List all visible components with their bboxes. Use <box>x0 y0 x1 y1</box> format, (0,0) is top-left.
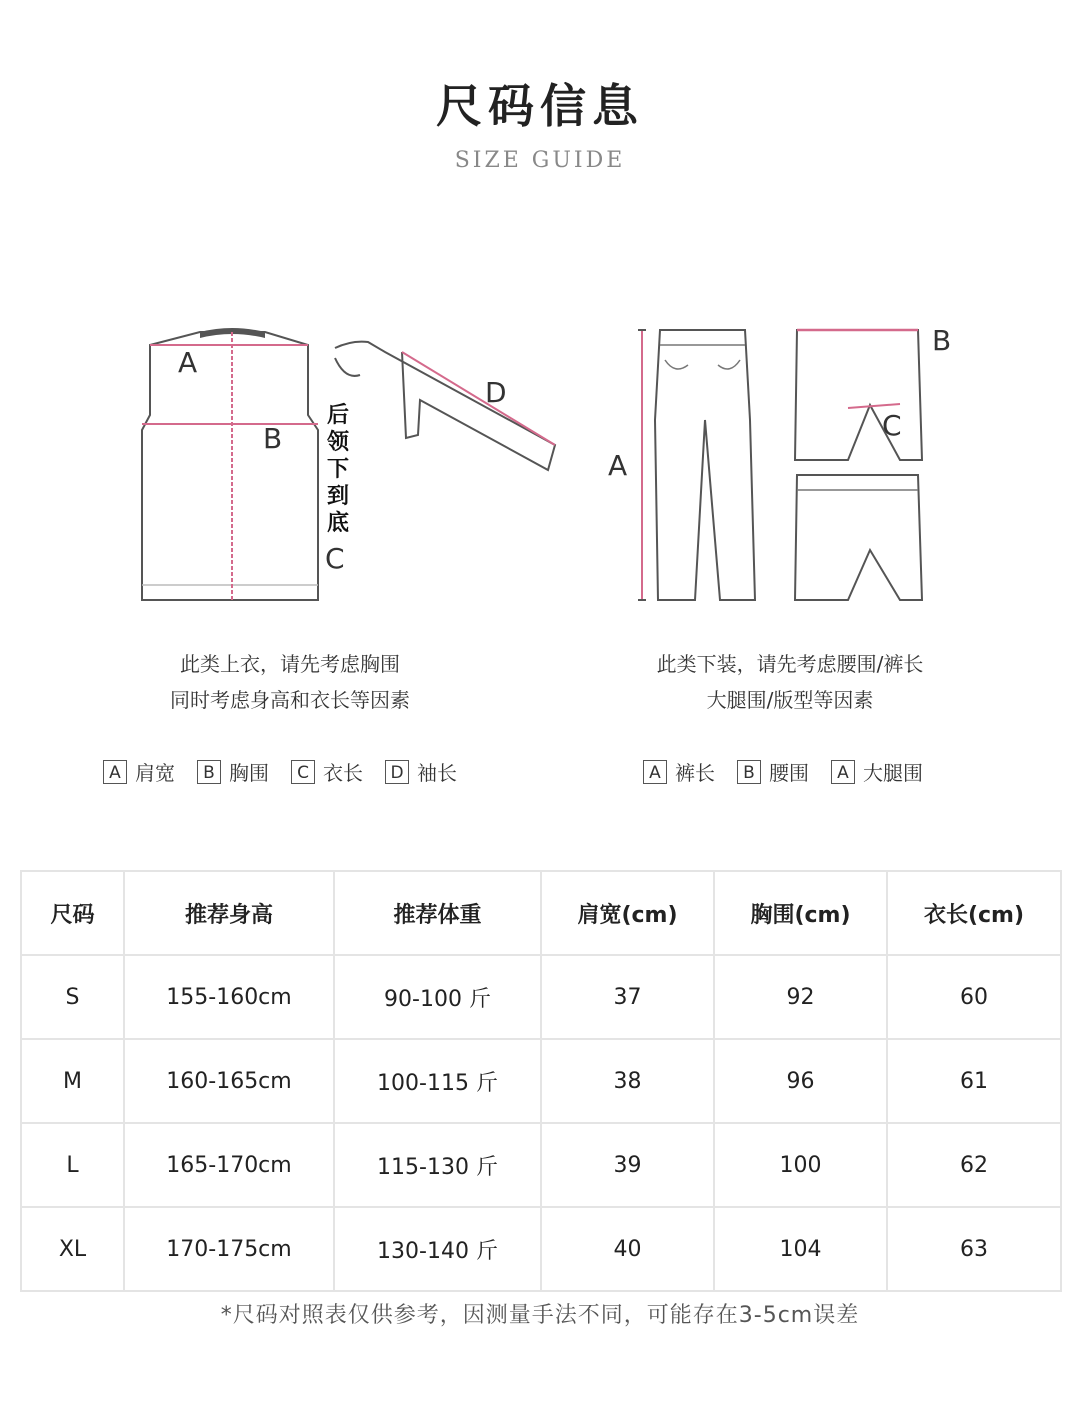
column-header: 推荐体重 <box>334 871 541 955</box>
table-cell: 155-160cm <box>124 955 334 1039</box>
thigh-measure <box>848 404 900 408</box>
table-cell: 38 <box>541 1039 714 1123</box>
legend-letter: D <box>385 760 409 784</box>
table-cell: S <box>21 955 124 1039</box>
top-note <box>130 646 450 718</box>
table-row <box>21 955 1061 1039</box>
top-legend <box>103 757 479 786</box>
legend-item <box>385 757 457 786</box>
legend-label: 袖长 <box>417 761 457 785</box>
legend-letter: A <box>103 760 127 784</box>
legend-item <box>831 757 923 786</box>
page-title: 尺码信息 <box>436 79 644 133</box>
table-cell: 63 <box>887 1207 1061 1291</box>
table-cell: 130-140 斤 <box>334 1207 541 1291</box>
table-cell: 96 <box>714 1039 887 1123</box>
bottom-note <box>600 646 980 718</box>
table-cell: 165-170cm <box>124 1123 334 1207</box>
table-cell: 37 <box>541 955 714 1039</box>
page-subtitle: SIZE GUIDE <box>454 148 626 173</box>
table-row <box>21 1123 1061 1207</box>
legend-item <box>197 757 269 786</box>
pants-waist-view <box>795 330 922 460</box>
pants-label-a: A <box>608 449 628 482</box>
table-cell: 90-100 斤 <box>334 955 541 1039</box>
vest-outline <box>142 332 318 600</box>
legend-item <box>643 757 715 786</box>
size-table <box>20 870 1062 1292</box>
table-cell: 62 <box>887 1123 1061 1207</box>
legend-letter: C <box>291 760 315 784</box>
legend-label: 裤长 <box>675 761 715 785</box>
legend-item <box>291 757 363 786</box>
legend-label: 大腿围 <box>863 761 923 785</box>
top-label-a: A <box>178 346 198 379</box>
column-header: 胸围(cm) <box>714 871 887 955</box>
table-cell: XL <box>21 1207 124 1291</box>
pants-label-b: B <box>932 324 952 357</box>
bottom-legend <box>643 757 945 786</box>
legend-label: 肩宽 <box>135 761 175 785</box>
legend-label: 胸围 <box>229 761 269 785</box>
table-cell: 160-165cm <box>124 1039 334 1123</box>
top-label-c: C <box>325 542 345 575</box>
sleeve-outline <box>335 342 555 470</box>
vertical-note: 后领下到底 <box>326 403 349 536</box>
column-header: 尺码 <box>21 871 124 955</box>
pants-front-outline <box>655 330 755 600</box>
top-note-line-1: 此类上衣，请先考虑胸围 <box>180 652 400 676</box>
legend-label: 衣长 <box>323 761 363 785</box>
pants-label-c: C <box>882 409 902 442</box>
table-row <box>21 1039 1061 1123</box>
legend-letter: B <box>197 760 221 784</box>
table-cell: M <box>21 1039 124 1123</box>
top-label-d: D <box>485 376 507 409</box>
table-cell: 100-115 斤 <box>334 1039 541 1123</box>
top-label-b: B <box>263 422 283 455</box>
table-cell: 115-130 斤 <box>334 1123 541 1207</box>
legend-letter: B <box>737 760 761 784</box>
table-cell: 61 <box>887 1039 1061 1123</box>
table-cell: 170-175cm <box>124 1207 334 1291</box>
pants-diagram <box>600 320 980 610</box>
table-cell: 100 <box>714 1123 887 1207</box>
size-table-container <box>20 870 1060 1276</box>
column-header: 肩宽(cm) <box>541 871 714 955</box>
top-note-line-2: 同时考虑身高和衣长等因素 <box>170 688 410 712</box>
column-header: 衣长(cm) <box>887 871 1061 955</box>
legend-letter: A <box>831 760 855 784</box>
footnote: *尺码对照表仅供参考，因测量手法不同，可能存在3-5cm误差 <box>220 1303 860 1328</box>
legend-label: 腰围 <box>769 761 809 785</box>
table-header-row <box>21 871 1061 955</box>
table-cell: L <box>21 1123 124 1207</box>
table-cell: 39 <box>541 1123 714 1207</box>
table-cell: 92 <box>714 955 887 1039</box>
table-cell: 60 <box>887 955 1061 1039</box>
bottom-note-line-2: 大腿围/版型等因素 <box>706 688 874 712</box>
column-header: 推荐身高 <box>124 871 334 955</box>
legend-letter: A <box>643 760 667 784</box>
bottom-note-line-1: 此类下装，请先考虑腰围/裤长 <box>656 652 924 676</box>
pants-back-view <box>795 475 922 600</box>
table-cell: 104 <box>714 1207 887 1291</box>
table-cell: 40 <box>541 1207 714 1291</box>
table-row <box>21 1207 1061 1291</box>
legend-item <box>103 757 175 786</box>
legend-item <box>737 757 809 786</box>
